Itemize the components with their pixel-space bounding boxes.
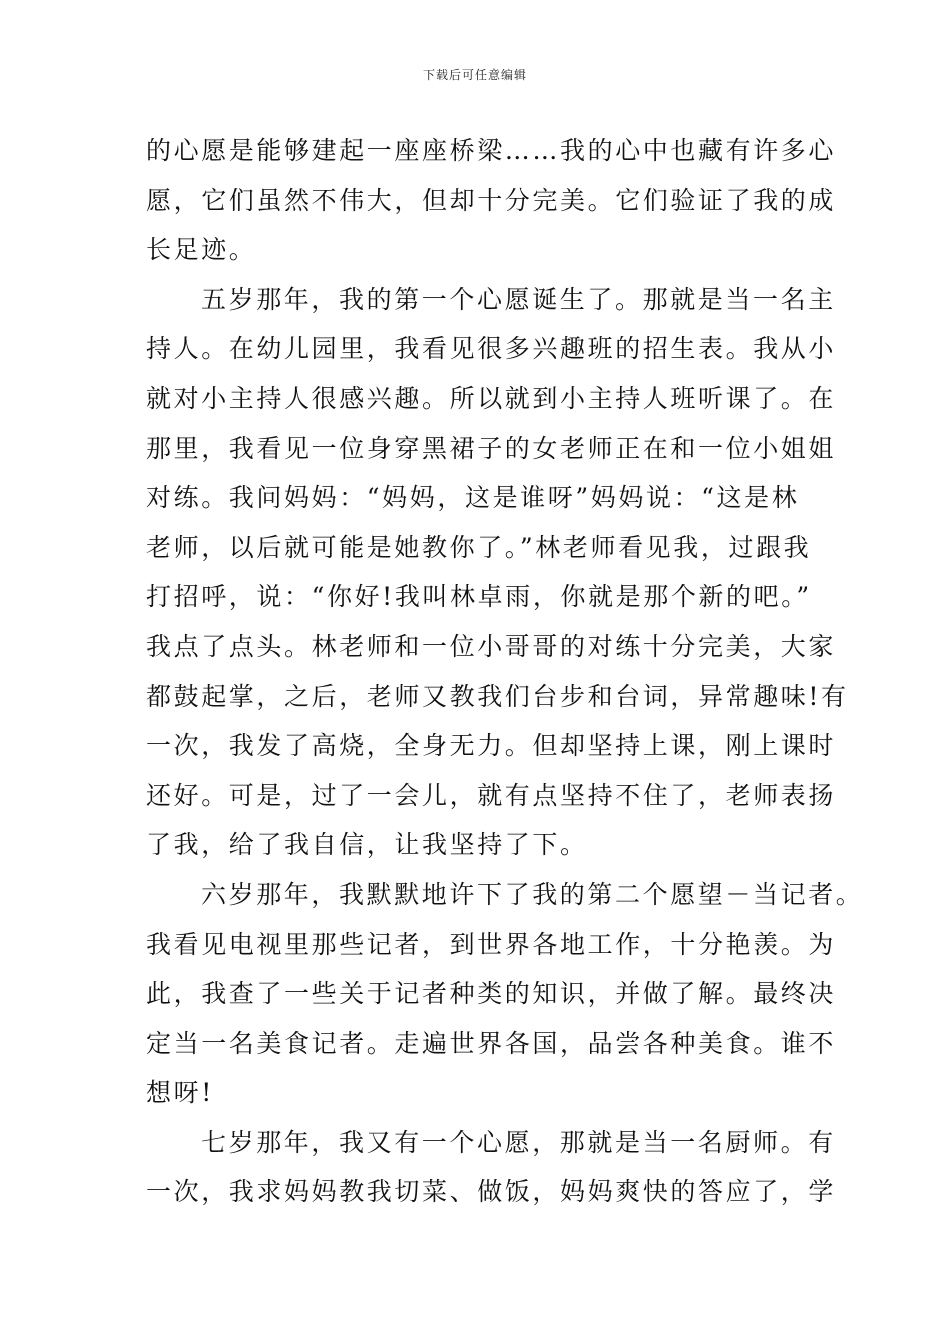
text-line: 了我，给了我自信，让我坚持了下。 bbox=[146, 830, 588, 860]
text-line: 我看见电视里那些记者，到世界各地工作，十分艳羡。为 bbox=[146, 929, 837, 959]
text-line: 持人。在幼儿园里，我看见很多兴趣班的招生表。我从小 bbox=[146, 334, 837, 364]
text-line: 一次，我求妈妈教我切菜、做饭，妈妈爽快的答应了，学 bbox=[146, 1177, 837, 1207]
document-body bbox=[146, 126, 864, 1217]
text-line: 定当一名美食记者。走遍世界各国，品尝各种美食。谁不 bbox=[146, 1028, 837, 1058]
text-line: 的心愿是能够建起一座座桥梁……我的心中也藏有许多心 bbox=[146, 136, 837, 165]
text-line: 还好。可是，过了一会儿，就有点坚持不住了，老师表扬 bbox=[146, 780, 837, 810]
text-line: 我点了点头。林老师和一位小哥哥的对练十分完美，大家 bbox=[146, 631, 837, 661]
text-line: 都鼓起掌，之后，老师又教我们台步和台词，异常趣味!有 bbox=[146, 681, 849, 711]
text-line: 长足迹。 bbox=[146, 235, 257, 265]
paragraph-start-line: 五岁那年，我的第一个心愿诞生了。那就是当一名主 bbox=[201, 284, 836, 314]
paragraph-start-line: 七岁那年，我又有一个心愿，那就是当一名厨师。有 bbox=[201, 1127, 836, 1157]
text-line: 此，我查了一些关于记者种类的知识，并做了解。最终决 bbox=[146, 979, 837, 1009]
text-line: 愿，它们虽然不伟大，但却十分完美。它们验证了我的成 bbox=[146, 185, 837, 215]
text-line: 想呀! bbox=[146, 1078, 214, 1108]
paragraph-start-line: 六岁那年，我默默地许下了我的第二个愿望－当记者。 bbox=[201, 879, 864, 909]
text-line: 那里，我看见一位身穿黑裙子的女老师正在和一位小姐姐 bbox=[146, 433, 837, 463]
text-line: 对练。我问妈妈：“妈妈，这是谁呀”妈妈说：“这是林 bbox=[146, 483, 800, 513]
text-line: 就对小主持人很感兴趣。所以就到小主持人班听课了。在 bbox=[146, 383, 837, 413]
text-line: 老师，以后就可能是她教你了。”林老师看见我，过跟我 bbox=[146, 532, 812, 562]
text-line: 打招呼，说：“你好!我叫林卓雨，你就是那个新的吧。” bbox=[146, 582, 812, 612]
text-line: 一次，我发了高烧，全身无力。但却坚持上课，刚上课时 bbox=[146, 731, 837, 761]
page-header: 下载后可任意编辑 bbox=[422, 68, 527, 82]
